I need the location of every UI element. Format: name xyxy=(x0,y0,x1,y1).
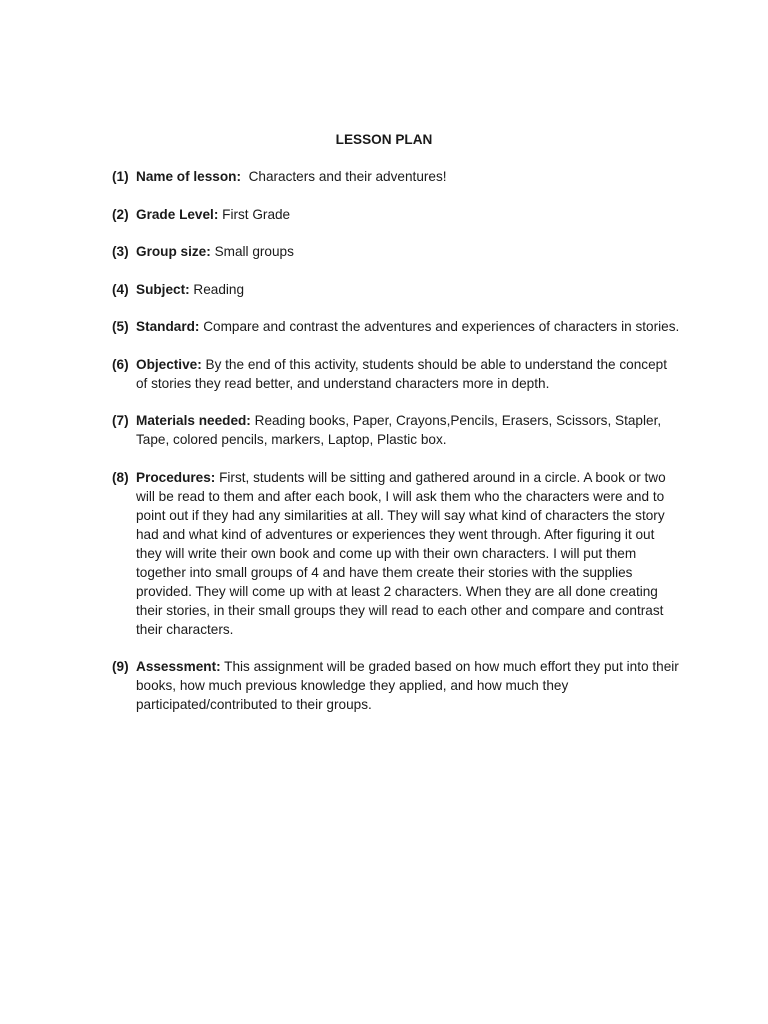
item-text: Characters and their adventures! xyxy=(248,169,447,184)
item-text: Reading books, Paper, Crayons,Pencils, Erasers, Scissors, Stapler, Tape, colored pencils, markers, Laptop, Plastic box. xyxy=(136,413,662,447)
item-text: Small groups xyxy=(214,244,294,259)
item-label: Standard: xyxy=(136,319,200,334)
list-item-assessment xyxy=(112,657,682,714)
item-number: (8) xyxy=(112,469,129,485)
item-number: (4) xyxy=(112,281,129,297)
item-number: (7) xyxy=(112,413,129,428)
item-text: First Grade xyxy=(222,206,291,222)
item-label: Assessment: xyxy=(136,659,221,674)
item-label: Grade Level: xyxy=(136,206,219,222)
item-label: Name of lesson: xyxy=(136,169,241,184)
item-label: Procedures: xyxy=(136,469,216,485)
item-text: By the end of this activity, students should be able to understand the concept of stories they read better, and understand characters more in depth. xyxy=(136,356,667,391)
item-text: Reading xyxy=(193,281,245,297)
item-number: (2) xyxy=(112,206,129,222)
item-separator xyxy=(241,169,249,184)
item-text: This assignment will be graded based on how much effort they put into their books, how much previous knowledge they applied, and how much they participated/contributed to their groups. xyxy=(136,659,679,712)
item-number: (6) xyxy=(112,356,129,372)
list-item-objective xyxy=(112,355,682,393)
item-label: Objective: xyxy=(136,356,202,372)
item-text: First, students will be sitting and gathered around in a circle. A book or two will be read to them and after each book, I will ask them who the characters were and to point out if they had any similarities at all. They will say what kind of characters the story had and what kind of adventures or experiences they went through. After figuring it out they will write their own book and come up with their own characters. I will put them together into small groups of 4 and have them create their stories with the supplies provided. They will come up with at least 2 characters. When they are all done creating their stories, in their small groups they will read to each other and compare and contrast their characters. xyxy=(136,469,666,637)
item-number: (3) xyxy=(112,244,129,259)
list-item-name-of-lesson xyxy=(112,167,682,186)
item-label: Materials needed: xyxy=(136,413,251,428)
item-number: (9) xyxy=(112,659,129,674)
list-item-group-size xyxy=(112,242,682,261)
list-item-subject xyxy=(112,280,682,299)
list-item-materials-needed xyxy=(112,411,682,449)
list-item-grade-level xyxy=(112,205,682,224)
item-label: Subject: xyxy=(136,281,190,297)
item-number: (1) xyxy=(112,169,129,184)
document-title: LESSON PLAN xyxy=(335,132,433,147)
lesson-plan-list xyxy=(112,167,682,733)
item-number: (5) xyxy=(112,319,129,334)
item-text: Compare and contrast the adventures and experiences of characters in stories. xyxy=(203,319,680,334)
list-item-procedures xyxy=(112,468,682,639)
item-label: Group size: xyxy=(136,244,211,259)
list-item-standard xyxy=(112,317,682,336)
